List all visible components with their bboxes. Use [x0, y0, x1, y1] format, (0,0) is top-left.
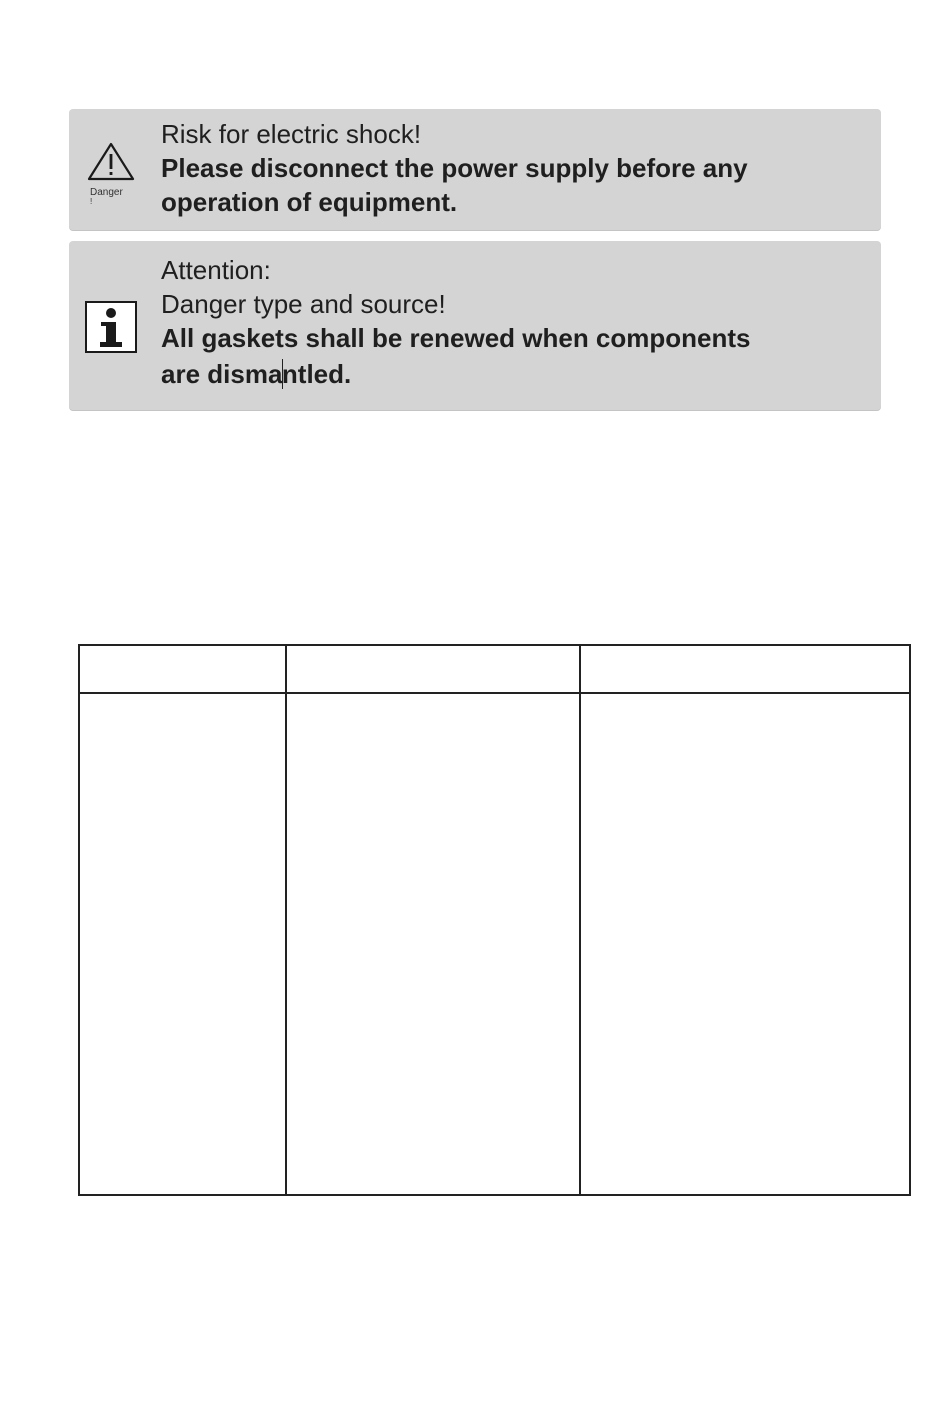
info-notice: [69, 241, 881, 410]
danger-caption-word: Danger: [90, 187, 123, 198]
table-header-cell-3: [580, 645, 910, 693]
info-line-4-start: are disma: [161, 359, 283, 389]
danger-line-2: Please disconnect the power supply before any: [161, 153, 748, 183]
info-line-3: All gaskets shall be renewed when components: [161, 323, 751, 353]
info-icon-group: [83, 299, 139, 355]
danger-icon-group: [83, 141, 139, 213]
info-line-1: Attention:: [161, 255, 271, 285]
danger-caption: [90, 187, 123, 206]
table-row: [79, 693, 910, 1195]
danger-notice: [69, 109, 881, 230]
table-cell-2: [286, 693, 580, 1195]
table-cell-1: [79, 693, 286, 1195]
info-line-4-end: ntled.: [281, 359, 352, 389]
table-header-cell-1: [79, 645, 286, 693]
info-notice-text: [161, 253, 751, 391]
info-line-4: [161, 357, 751, 391]
warning-triangle-icon: [83, 141, 139, 187]
danger-caption-mark: !: [90, 197, 93, 206]
info-line-2: Danger type and source!: [161, 289, 446, 319]
info-icon: [83, 299, 139, 355]
danger-line-3: operation of equipment.: [161, 187, 458, 217]
table-cell-3: [580, 693, 910, 1195]
danger-line-1: Risk for electric shock!: [161, 119, 422, 149]
danger-notice-text: [161, 117, 748, 219]
table-header-cell-2: [286, 645, 580, 693]
table-header-row: [79, 645, 910, 693]
empty-table: [78, 644, 911, 1196]
